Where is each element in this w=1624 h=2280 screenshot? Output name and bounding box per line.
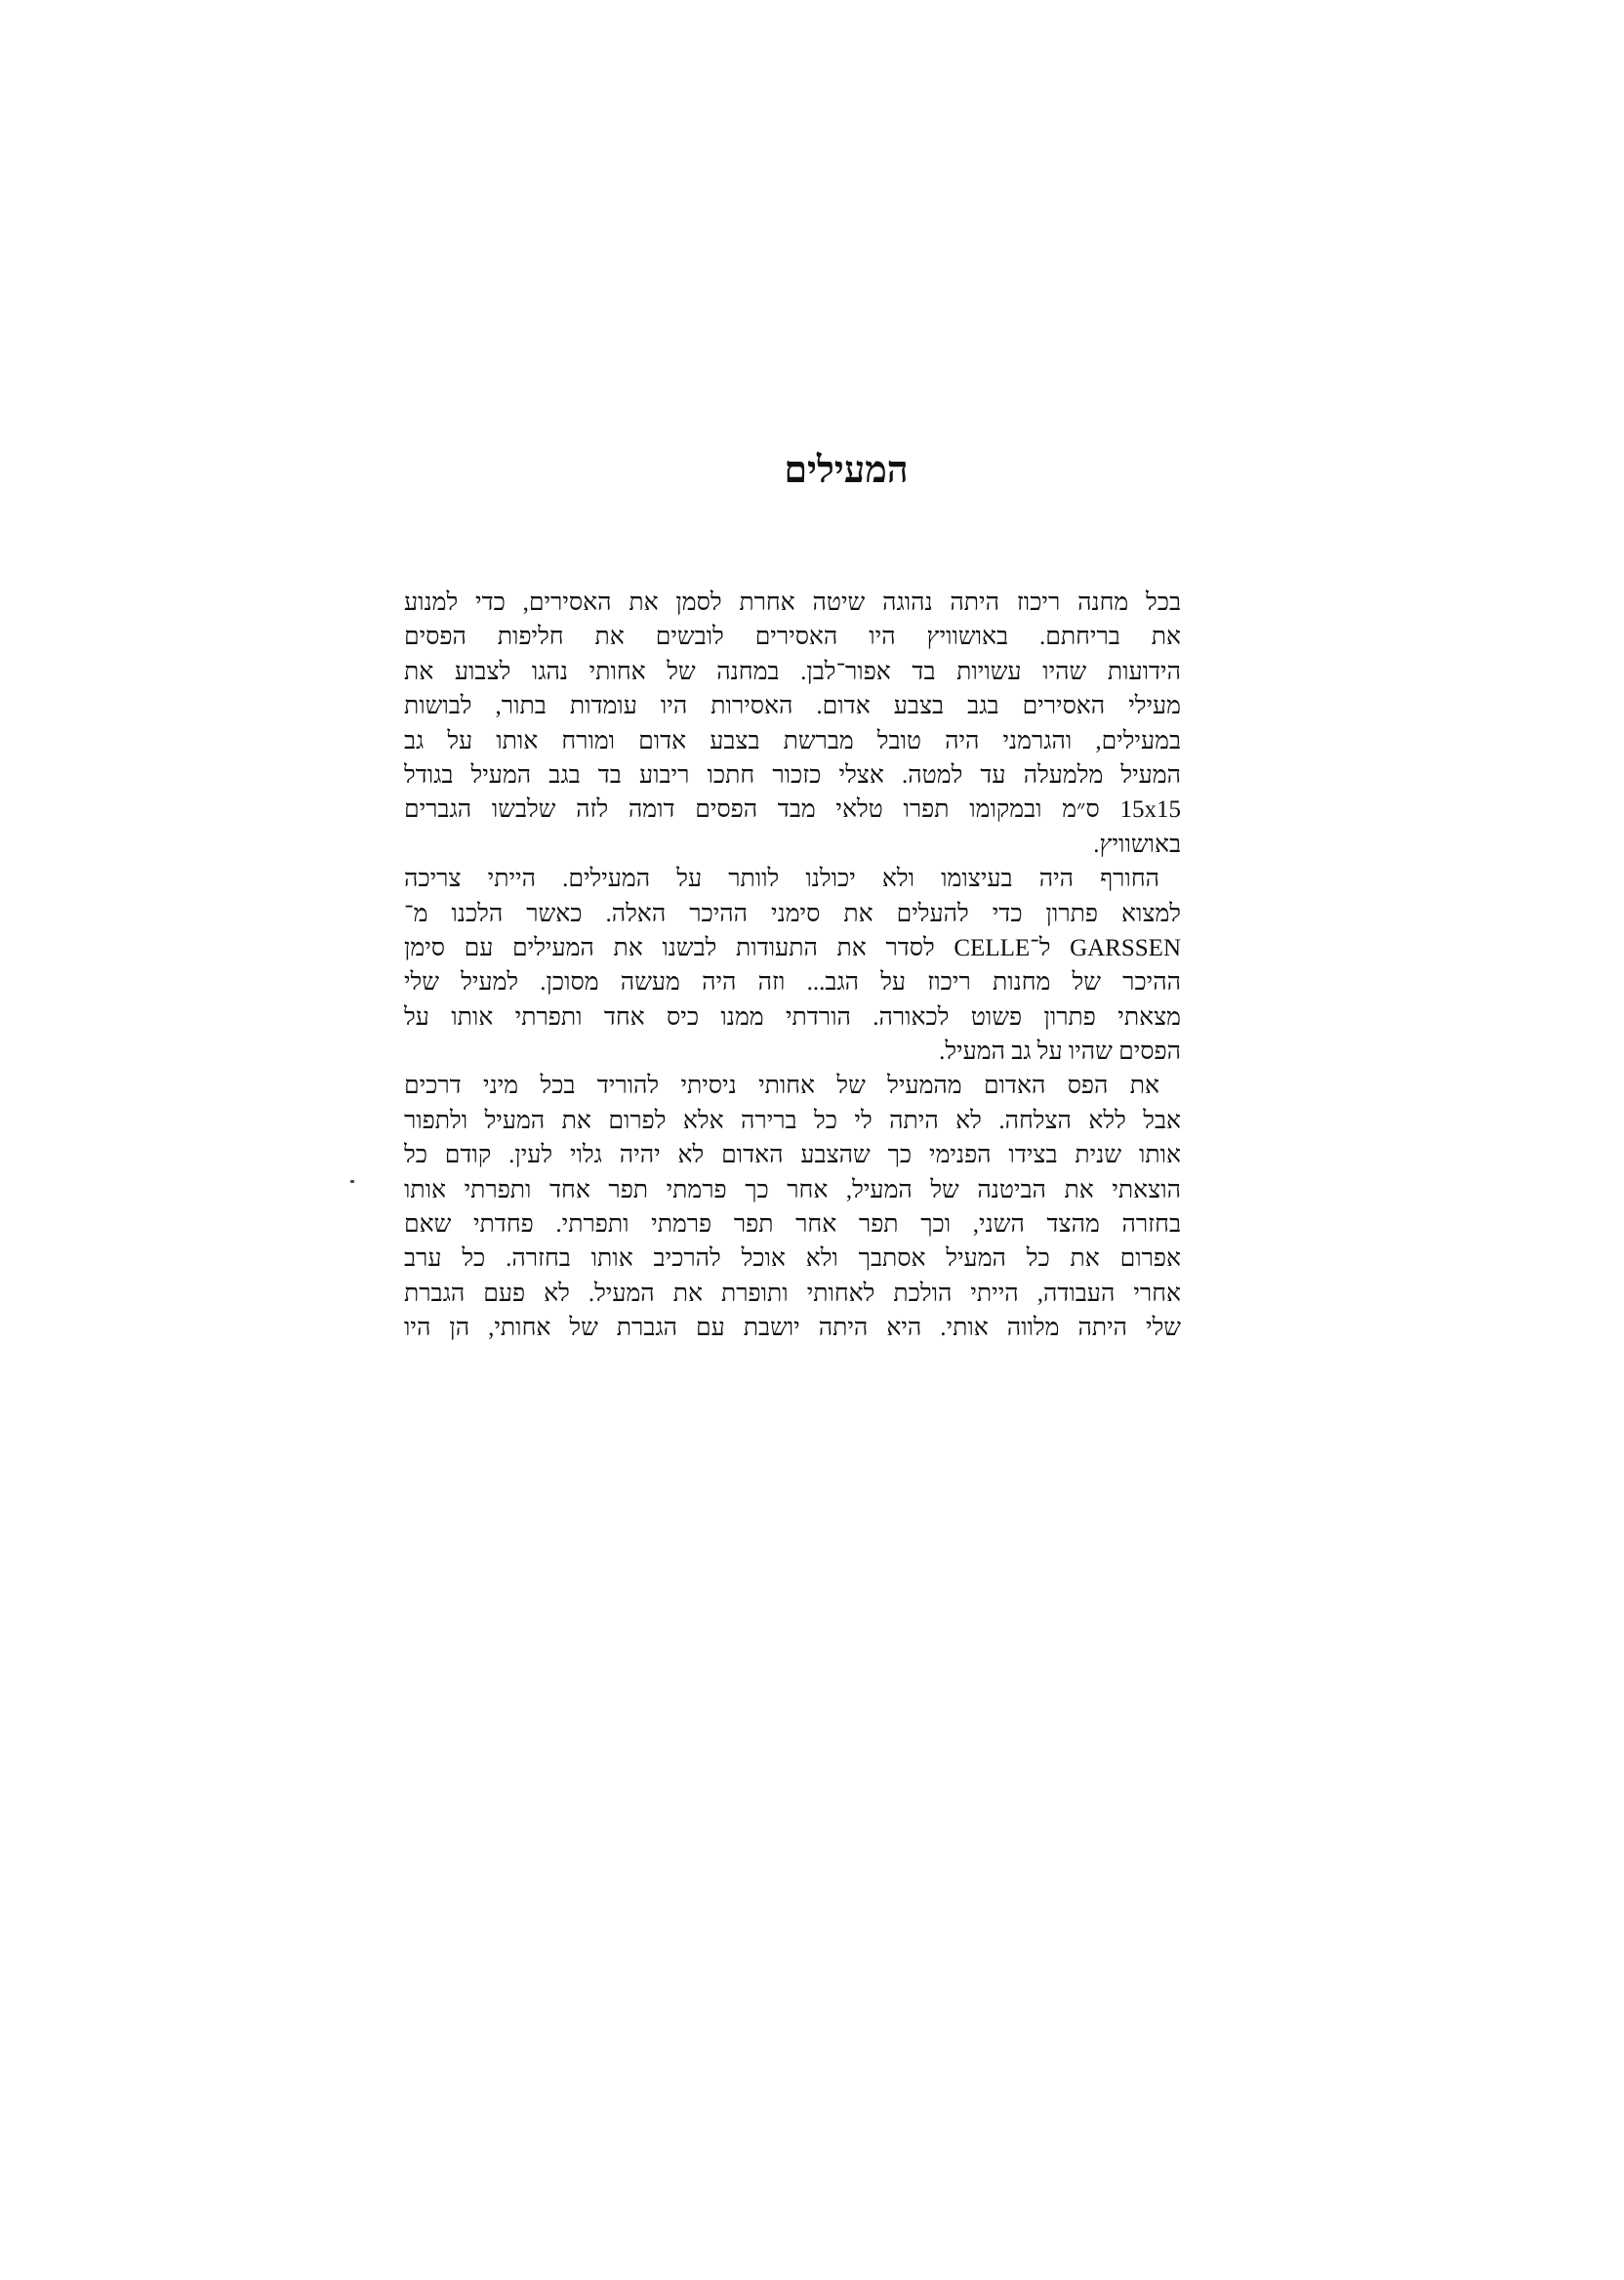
paragraph-1 — [404, 586, 1181, 862]
text-line: בכל מחנה ריכוז היתה נהוגה שיטה אחרת לסמן את האסירים, כדי למנוע — [404, 590, 1181, 616]
margin-speck — [350, 1180, 354, 1183]
text-line: את בריחתם. באושוויץ היו האסירים לובשים את חליפות הפסים — [404, 624, 1181, 651]
text-line: מעילי האסירים בגב בצבע אדום. האסירות היו עומדות בתור, לבושות — [404, 693, 1181, 720]
text-line: את הפס האדום מהמעיל של אחותי ניסיתי להוריד בכל מיני דרכים — [404, 1073, 1159, 1100]
text-line: מצאתי פתרון פשוט לכאורה. הורדתי ממנו כיס אחד ותפרתי אותו על — [404, 1003, 1181, 1031]
text-line: הוצאתי את הביטנה של המעיל, אחר כך פרמתי תפר אחד ותפרתי אותו — [404, 1176, 1181, 1203]
text-line: בחזרה מהצד השני, וכך תפר אחר תפר פרמתי ותפרתי. פחדתי שאם — [404, 1211, 1181, 1239]
text-line: שלי היתה מלווה אותי. היא היתה יושבת עם הגברת של אחותי, הן היו — [404, 1315, 1181, 1342]
text-line: 15x15 ס״מ ובמקומו תפרו טלאי מבד הפסים דומה לזה שלבשו הגברים — [404, 796, 1181, 824]
body-text — [404, 586, 1181, 1346]
paragraph-2 — [404, 862, 1181, 1069]
text-line: המעיל מלמעלה עד למטה. אצלי כזכור חתכו ריבוע בד בגב המעיל בגודל — [404, 761, 1181, 789]
text-line: אחרי העבודה, הייתי הולכת לאחותי ותופרת את המעיל. לא פעם הגברת — [404, 1280, 1181, 1307]
text-line: אותו שנית בצידו הפנימי כך שהצבע האדום לא יהיה גלוי לעין. קודם כל — [404, 1142, 1181, 1169]
paragraph-3 — [404, 1069, 1181, 1345]
text-line: הידועות שהיו עשויות בד אפור־לבן. במחנה של אחותי נהגו לצבוע את — [404, 658, 1181, 685]
chapter-title: המעילים — [784, 447, 909, 491]
text-line: ההיכר של מחנות ריכוז על הגב... וזה היה מעשה מסוכן. למעיל שלי — [404, 969, 1181, 997]
text-line: החורף היה בעיצומו ולא יכולנו לוותר על המעילים. הייתי צריכה — [404, 866, 1159, 893]
text-line: למצוא פתרון כדי להעלים את סימני ההיכר האלה. כאשר הלכנו מ־ — [404, 900, 1181, 927]
text-line: אבל ללא הצלחה. לא היתה לי כל ברירה אלא לפרום את המעיל ולתפור — [404, 1107, 1181, 1134]
text-line: במעילים, והגרמני היה טובל מברשת בצבע אדום ומורח אותו על גב — [404, 727, 1181, 754]
text-line: אפרום את כל המעיל אסתבך ולא אוכל להרכיב אותו בחזרה. כל ערב — [404, 1245, 1181, 1273]
text-line: הפסים שהיו על גב המעיל. — [939, 1038, 1181, 1066]
text-line: GARSSEN ל־CELLE לסדר את התעודות לבשנו את המעילים עם סימן — [404, 934, 1181, 961]
text-line: באושוויץ. — [1093, 831, 1181, 858]
